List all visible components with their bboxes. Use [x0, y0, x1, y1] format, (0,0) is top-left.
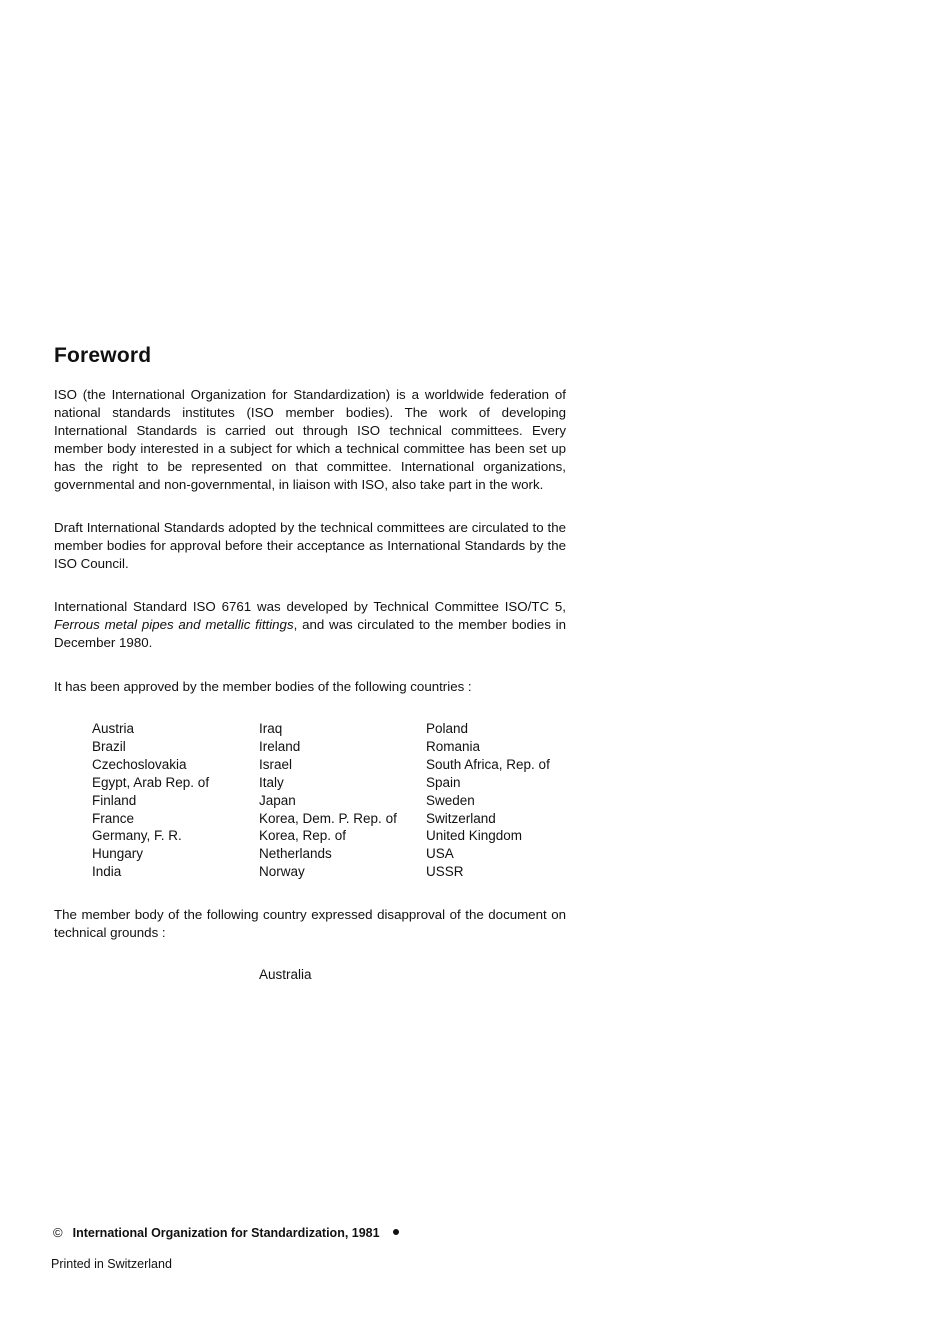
country-item: Germany, F. R. — [92, 828, 182, 844]
country-item: Norway — [259, 864, 305, 880]
country-item: Israel — [259, 756, 293, 772]
printed-in-note: Printed in Switzerland — [51, 1257, 172, 1271]
p3-text-start: International Standard ISO 6761 was developed by Technical Committee ISO/TC 5, — [54, 599, 566, 614]
foreword-paragraph-approval: It has been approved by the member bodies of the following countries : — [54, 679, 472, 694]
country-item: Poland — [426, 721, 469, 736]
country-item: Romania — [426, 738, 481, 754]
p3-text-end: , and was circulated to the member bodies in December 1980. — [54, 617, 566, 650]
copyright-notice — [53, 1225, 399, 1240]
country-item: Japan — [259, 792, 296, 808]
country-column-3 — [426, 720, 596, 881]
country-column-2 — [259, 720, 429, 881]
country-item: Ireland — [259, 738, 301, 754]
foreword-paragraph-draft-standards: Draft International Standards adopted by the technical committees are circulated to the member bodies for approval before their acceptance as International Standards by the ISO Council. — [54, 520, 566, 571]
country-item: USSR — [426, 864, 464, 880]
country-item: Hungary — [92, 846, 144, 862]
country-item: United Kingdom — [426, 828, 523, 844]
country-item: Spain — [426, 774, 461, 790]
country-column-1 — [92, 720, 262, 881]
copyright-text: International Organization for Standardization, 1981 — [72, 1226, 380, 1240]
country-item: France — [92, 810, 135, 826]
country-item: Italy — [259, 774, 284, 790]
country-item: Austria — [92, 721, 135, 736]
country-item: India — [92, 864, 122, 880]
country-item: Finland — [92, 792, 137, 808]
page-title: Foreword — [54, 344, 152, 367]
copyright-symbol: © — [53, 1225, 63, 1240]
country-item: Czechoslovakia — [92, 756, 187, 772]
country-item: Korea, Rep. of — [259, 828, 347, 844]
country-item: Brazil — [92, 738, 126, 754]
foreword-paragraph-iso-intro: ISO (the International Organization for Standardization) is a worldwide federation of national standards institutes (ISO member bodies). The work of developing International Standards is carried out through ISO technical committees. Every member body interested in a subject for which a technical committee has been set up has the right to be represented on that committee. International organizations, governmental and non-governmental, in liaison with ISO, also take part in the work. — [54, 387, 566, 492]
country-item: Sweden — [426, 792, 475, 808]
country-item: Iraq — [259, 721, 283, 736]
country-item: South Africa, Rep. of — [426, 756, 550, 772]
disapproving-country: Australia — [259, 967, 312, 982]
committee-title-italic: Ferrous metal pipes and metallic fittings — [54, 617, 294, 632]
bullet-dot-icon — [393, 1229, 399, 1235]
foreword-paragraph-iso-6761 — [54, 598, 566, 652]
country-item: Egypt, Arab Rep. of — [92, 774, 210, 790]
country-item: USA — [426, 846, 454, 862]
foreword-paragraph-disapproval: The member body of the following country expressed disapproval of the document on technical grounds : — [54, 907, 566, 940]
country-item: Switzerland — [426, 810, 496, 826]
country-item: Netherlands — [259, 846, 332, 862]
country-item: Korea, Dem. P. Rep. of — [259, 810, 397, 826]
